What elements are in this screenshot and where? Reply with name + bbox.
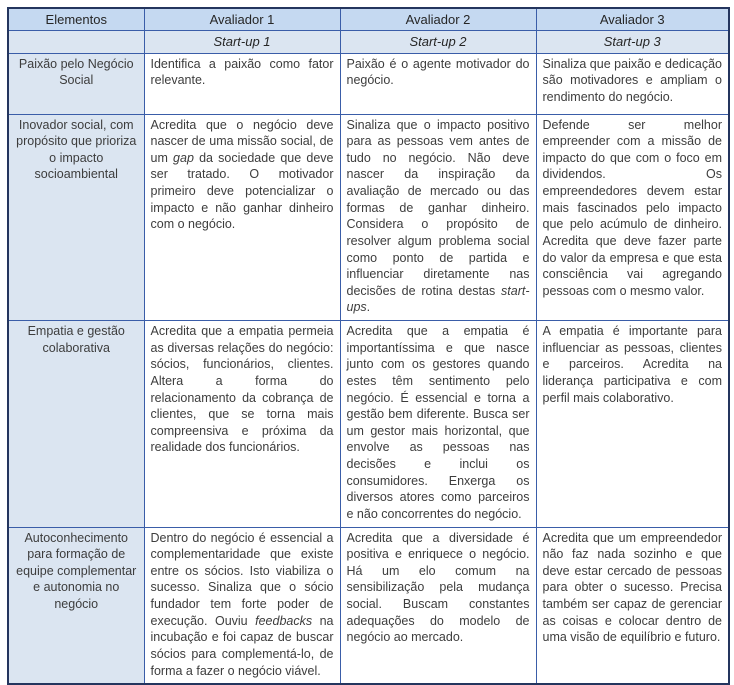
cell-autoconhecimento-avaliador-1: Dentro do negócio é essencial a complementaridade que existe entre os sócios. Isto viabiliza o sucesso. Sinaliza que o sócio fundador tem forte poder de execução. Ouviu feedbacks na incubação e foi capaz de buscar sócios para complementá-lo, de forma a fazer o negócio viável. [144,527,340,684]
cell-empatia-avaliador-1: Acredita que a empatia permeia as diversas relações do negócio: sócios, funcionários, clientes. Altera a forma do relacionamento da cobrança de clientes, que se torna mais compreensiva e próxima da realidade dos funcionários. [144,321,340,528]
cell-autoconhecimento-avaliador-3: Acredita que um empreendedor não faz nada sozinho e que deve estar cercado de pessoas para obter o sucesso. Precisa também ser capaz de gerenciar as coisas e colocar dentro de uma visão de equilíbrio e futuro. [536,527,729,684]
cell-paixao-avaliador-1: Identifica a paixão como fator relevante. [144,53,340,114]
table-row-empatia [8,321,729,528]
row-header-inovador: Inovador social, com propósito que prioriza o impacto socioambiental [8,114,144,321]
header-elementos: Elementos [8,8,144,31]
cell-paixao-avaliador-3: Sinaliza que paixão e dedicação são motivadores e ampliam o rendimento do negócio. [536,53,729,114]
header-avaliador-1: Avaliador 1 [144,8,340,31]
header-avaliador-2: Avaliador 2 [340,8,536,31]
table-row-paixao [8,53,729,114]
header-avaliador-3: Avaliador 3 [536,8,729,31]
row-header-empatia: Empatia e gestão colaborativa [8,321,144,528]
evaluation-table [7,7,730,685]
subheader-startup-2: Start-up 2 [340,31,536,53]
table-row-autoconhecimento [8,527,729,684]
cell-inovador-avaliador-2: Sinaliza que o impacto positivo para as pessoas vem antes de tudo no negócio. Não deve nascer da inspiração da avaliação de mercado ou das formas de ganhar dinheiro. Considera o propósito de resolver algum problema social como ponto de partida e influenciar diretamente nas decisões de rotina destas start-ups. [340,114,536,321]
subheader-startup-3: Start-up 3 [536,31,729,53]
row-header-paixao: Paixão pelo Negócio Social [8,53,144,114]
row-header-autoconhecimento: Autoconhecimento para formação de equipe complementar e autonomia no negócio [8,527,144,684]
cell-inovador-avaliador-3: Defende ser melhor empreender com a missão de impacto do que com o foco em dividendos. Os empreendedores devem estar mais fascinados pelo impacto que pelo acúmulo de dinheiro. Acredita que deve fazer parte do valor da empresa e que esta consciência vai agregando pessoas com o mesmo valor. [536,114,729,321]
cell-empatia-avaliador-3: A empatia é importante para influenciar as pessoas, clientes e parceiros. Acredita na liderança participativa e com perfil mais colaborativo. [536,321,729,528]
cell-inovador-avaliador-1: Acredita que o negócio deve nascer de uma missão social, de um gap da sociedade que deve ser tratado. O motivador primeiro deve potencializar o impacto e não ganhar dinheiro com o negócio. [144,114,340,321]
cell-empatia-avaliador-2: Acredita que a empatia é importantíssima e que nasce junto com os gestores quando estes têm sentimento pelo negócio. É essencial e torna a gestão bem diferente. Busca ser um gestor mais horizontal, que envolve as pessoas nas decisões e inclui os consumidores. Enxerga os diversos atores como parceiros e não concorrentes do negócio. [340,321,536,528]
subheader-empty-cell [8,31,144,53]
table-subheader-row [8,31,729,53]
table-header-row [8,8,729,31]
cell-autoconhecimento-avaliador-2: Acredita que a diversidade é positiva e enriquece o negócio. Há um elo comum na sensibilização pela mudança social. Buscam constantes adequações do modelo de negócio ao mercado. [340,527,536,684]
table-row-inovador [8,114,729,321]
cell-paixao-avaliador-2: Paixão é o agente motivador do negócio. [340,53,536,114]
subheader-startup-1: Start-up 1 [144,31,340,53]
